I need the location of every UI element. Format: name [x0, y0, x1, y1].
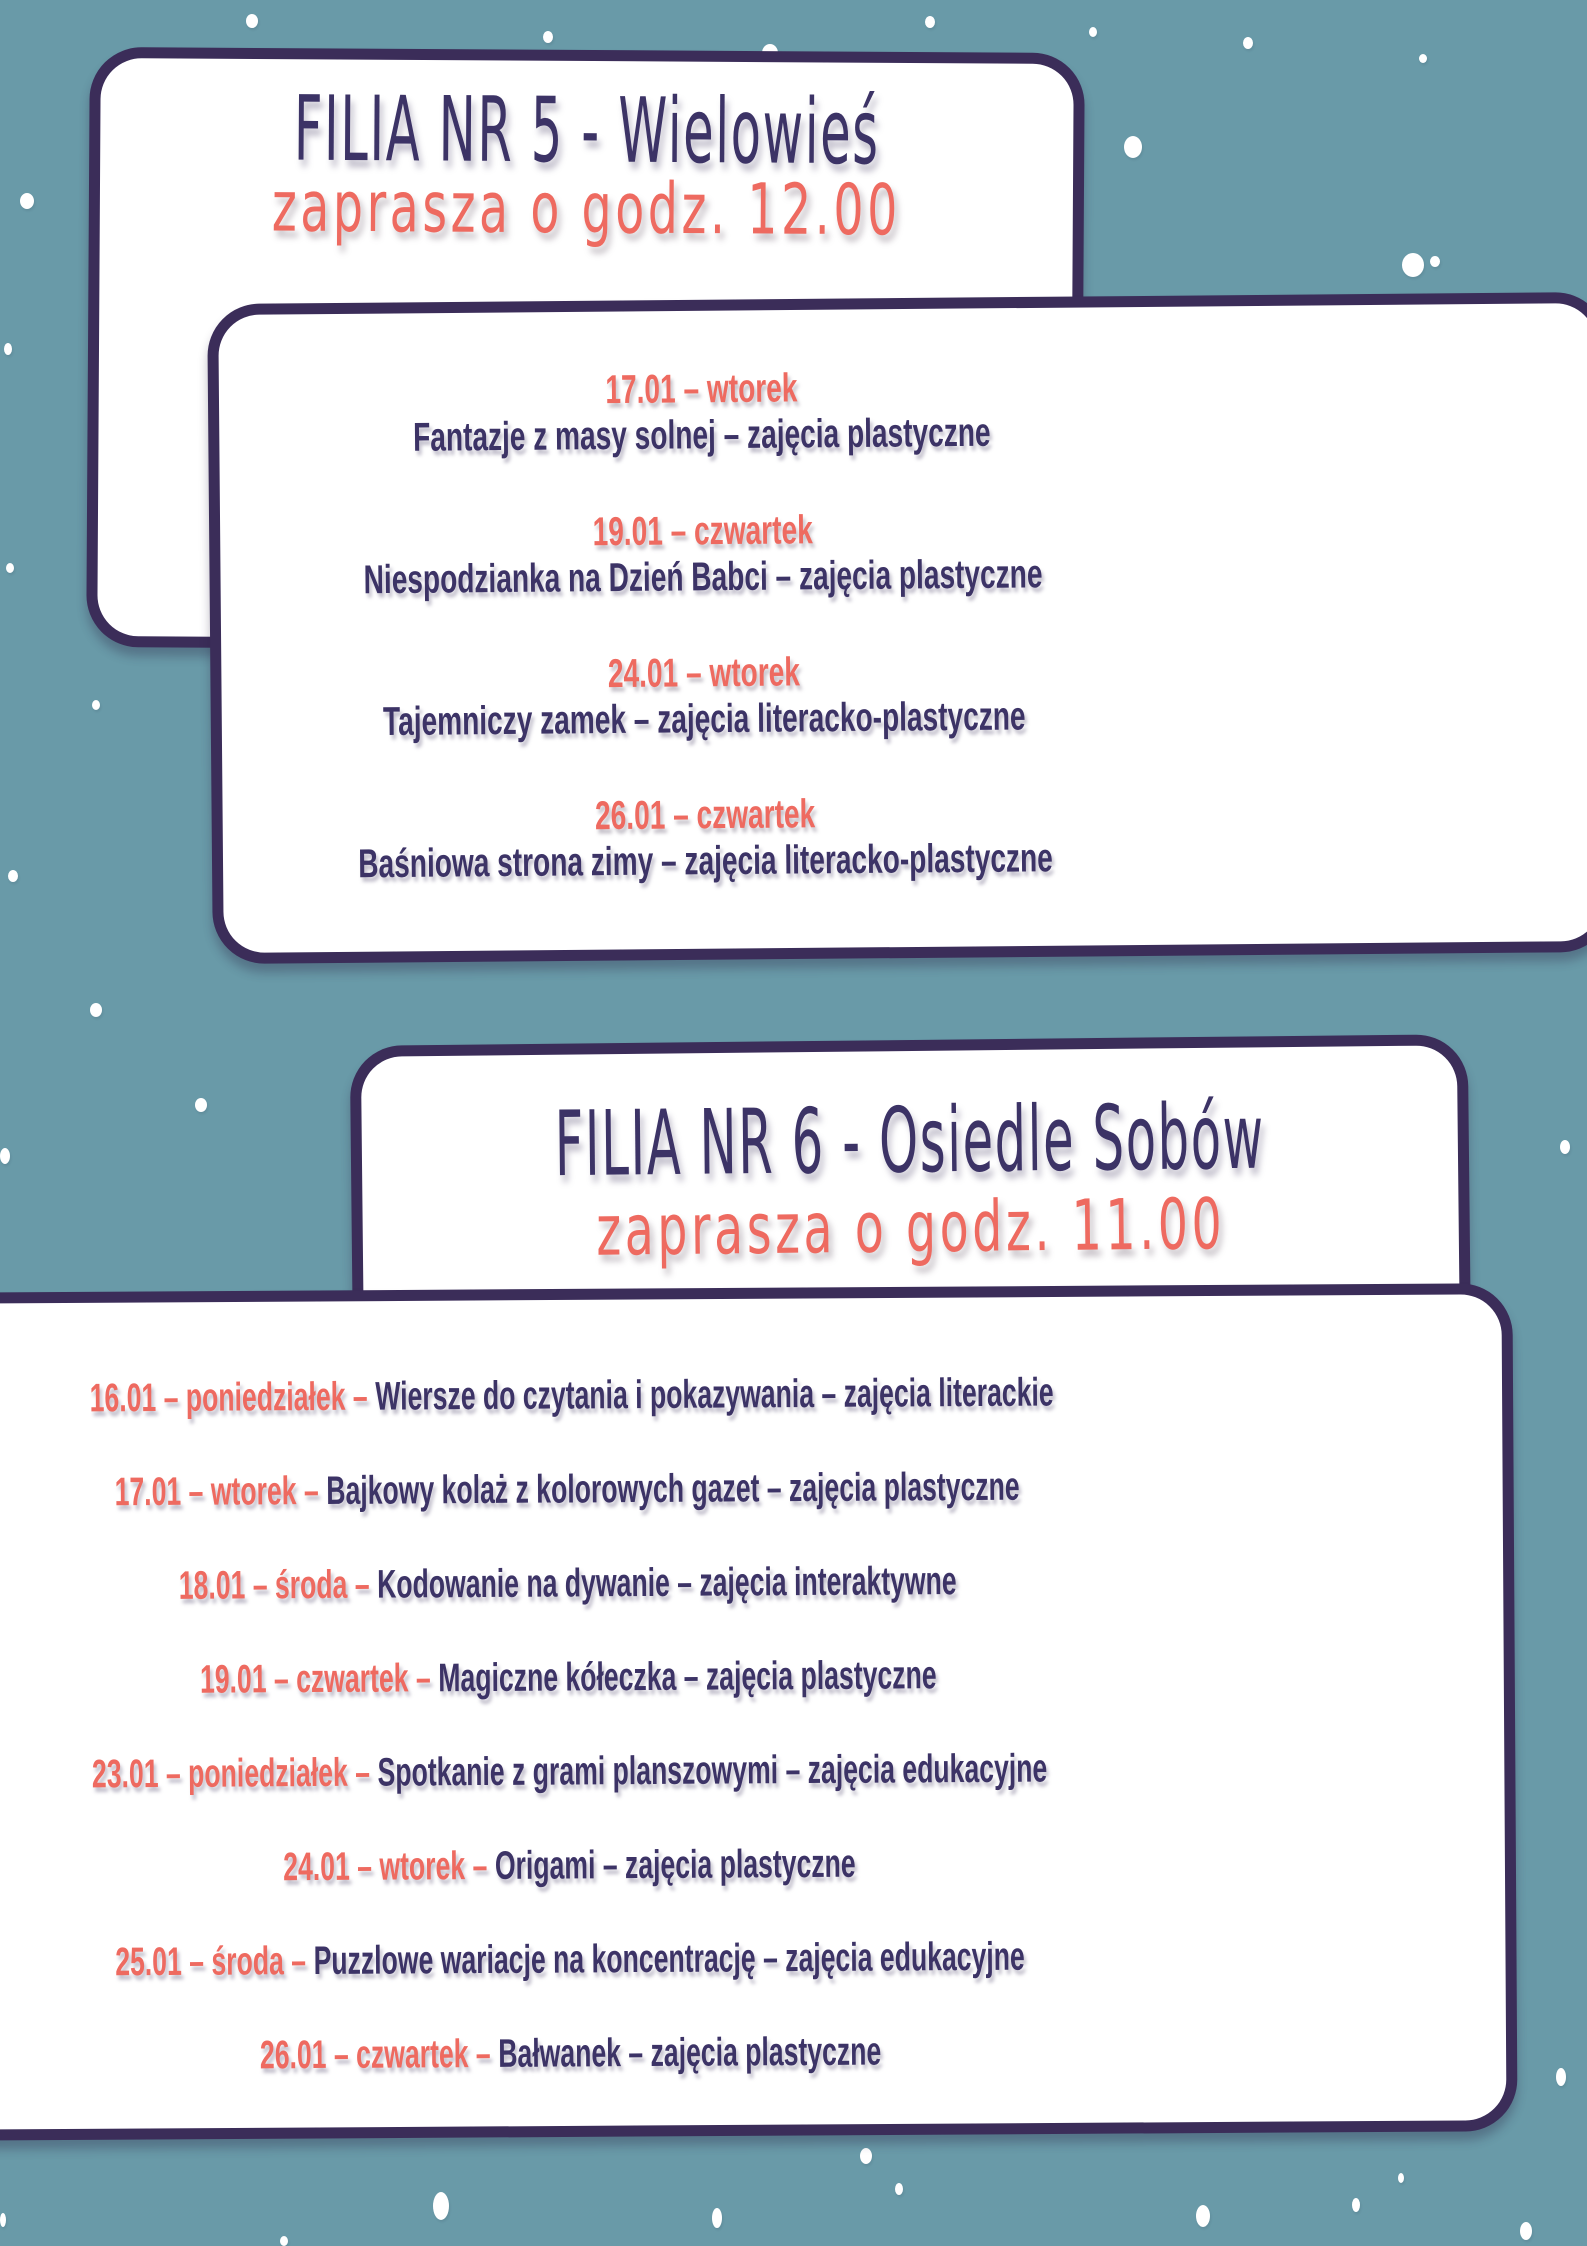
branch6-title: FILIA NR 6 - Osiedle Sobów	[554, 1083, 1266, 1197]
row-event: Origami – zajęcia plastyczne	[494, 1841, 856, 1889]
branch5-schedule-list	[218, 307, 1188, 889]
snow-dot	[4, 343, 12, 355]
snow-dot	[860, 2148, 872, 2164]
row-date: 24.01 – wtorek –	[283, 1843, 488, 1890]
row-date: 16.01 – poniedziałek –	[89, 1374, 368, 1421]
snow-dot	[925, 16, 935, 28]
snow-dot	[1402, 253, 1424, 277]
schedule-item	[221, 647, 1187, 747]
row-date: 23.01 – poniedziałek –	[91, 1750, 371, 1797]
row-date: 17.01 – wtorek –	[114, 1468, 319, 1515]
snow-dot	[0, 1148, 10, 1164]
schedule-item	[219, 363, 1185, 463]
schedule-row	[93, 1931, 1047, 1989]
snow-dot	[92, 700, 100, 710]
branch5-title: FILIA NR 5 - Wielowieś	[293, 75, 881, 185]
schedule-row	[90, 1461, 1044, 1519]
snow-dot	[1520, 2222, 1532, 2240]
snow-dot	[1419, 54, 1427, 63]
schedule-item	[222, 789, 1188, 889]
row-event: Bałwanek – zajęcia plastyczne	[498, 2029, 882, 2077]
snow-dot	[1430, 256, 1440, 267]
snow-dot	[1196, 2205, 1210, 2227]
item-event: Tajemniczy zamek – zajęcia literacko-plastyczne	[382, 692, 1026, 745]
row-event: Kodowanie na dywanie – zajęcia interaktywne	[377, 1558, 957, 1607]
row-event: Magiczne kółeczka – zajęcia plastyczne	[438, 1652, 937, 1701]
branch5-subtitle: zaprasza o godz. 12.00	[271, 165, 902, 252]
item-date: 24.01 – wtorek	[607, 648, 801, 697]
item-date: 19.01 – czwartek	[592, 506, 813, 555]
snow-dot	[1398, 2173, 1404, 2183]
schedule-row	[92, 1837, 1046, 1895]
schedule-row	[94, 2025, 1048, 2083]
snow-dot	[1556, 2068, 1566, 2086]
row-event: Spotkanie z grami planszowymi – zajęcia edukacyjne	[377, 1746, 1048, 1795]
snow-dot	[246, 14, 258, 28]
snow-dot	[433, 2192, 449, 2220]
snow-dot	[195, 1098, 207, 1112]
item-event: Baśniowa strona zimy – zajęcia literacko-plastyczne	[358, 834, 1053, 887]
branch6-subtitle: zaprasza o godz. 11.00	[595, 1183, 1226, 1272]
snow-dot	[20, 193, 34, 209]
snow-dot	[1352, 2198, 1360, 2212]
item-date: 26.01 – czwartek	[594, 790, 816, 839]
branch6-schedule-list	[0, 1296, 1198, 2081]
item-event: Niespodzianka na Dzień Babci – zajęcia plastyczne	[363, 550, 1043, 603]
schedule-item	[220, 505, 1186, 605]
schedule-row	[91, 1649, 1045, 1707]
snow-dot	[1560, 1140, 1570, 1154]
snow-dot	[6, 563, 14, 573]
snow-dot	[543, 31, 553, 43]
snow-dot	[0, 2213, 6, 2227]
row-event: Bajkowy kolaż z kolorowych gazet – zajęcia plastyczne	[326, 1464, 1020, 1514]
snow-dot	[8, 870, 18, 882]
row-event: Puzzlowe wariacje na koncentrację – zajęcia edukacyjne	[313, 1934, 1025, 1984]
row-date: 26.01 – czwartek –	[259, 2031, 491, 2078]
snow-dot	[895, 2183, 903, 2195]
snow-dot	[1124, 136, 1142, 158]
item-event: Fantazje z masy solnej – zajęcia plastyczne	[412, 408, 991, 460]
row-date: 25.01 – środa –	[115, 1938, 307, 1985]
item-date: 17.01 – wtorek	[605, 364, 798, 413]
branch6-schedule-card	[0, 1283, 1518, 2141]
schedule-row	[89, 1367, 1054, 1425]
row-event: Wiersze do czytania i pokazywania – zajęcia literackie	[375, 1370, 1054, 1419]
schedule-row	[92, 1743, 1046, 1801]
row-date: 19.01 – czwartek –	[199, 1655, 431, 1702]
snow-dot	[1089, 27, 1097, 37]
branch5-schedule-card	[207, 292, 1587, 964]
row-date: 18.01 – środa –	[178, 1562, 370, 1608]
snow-dot	[712, 2208, 722, 2228]
schedule-row	[91, 1555, 1045, 1613]
snow-dot	[90, 1003, 102, 1017]
snow-dot	[1243, 37, 1253, 49]
